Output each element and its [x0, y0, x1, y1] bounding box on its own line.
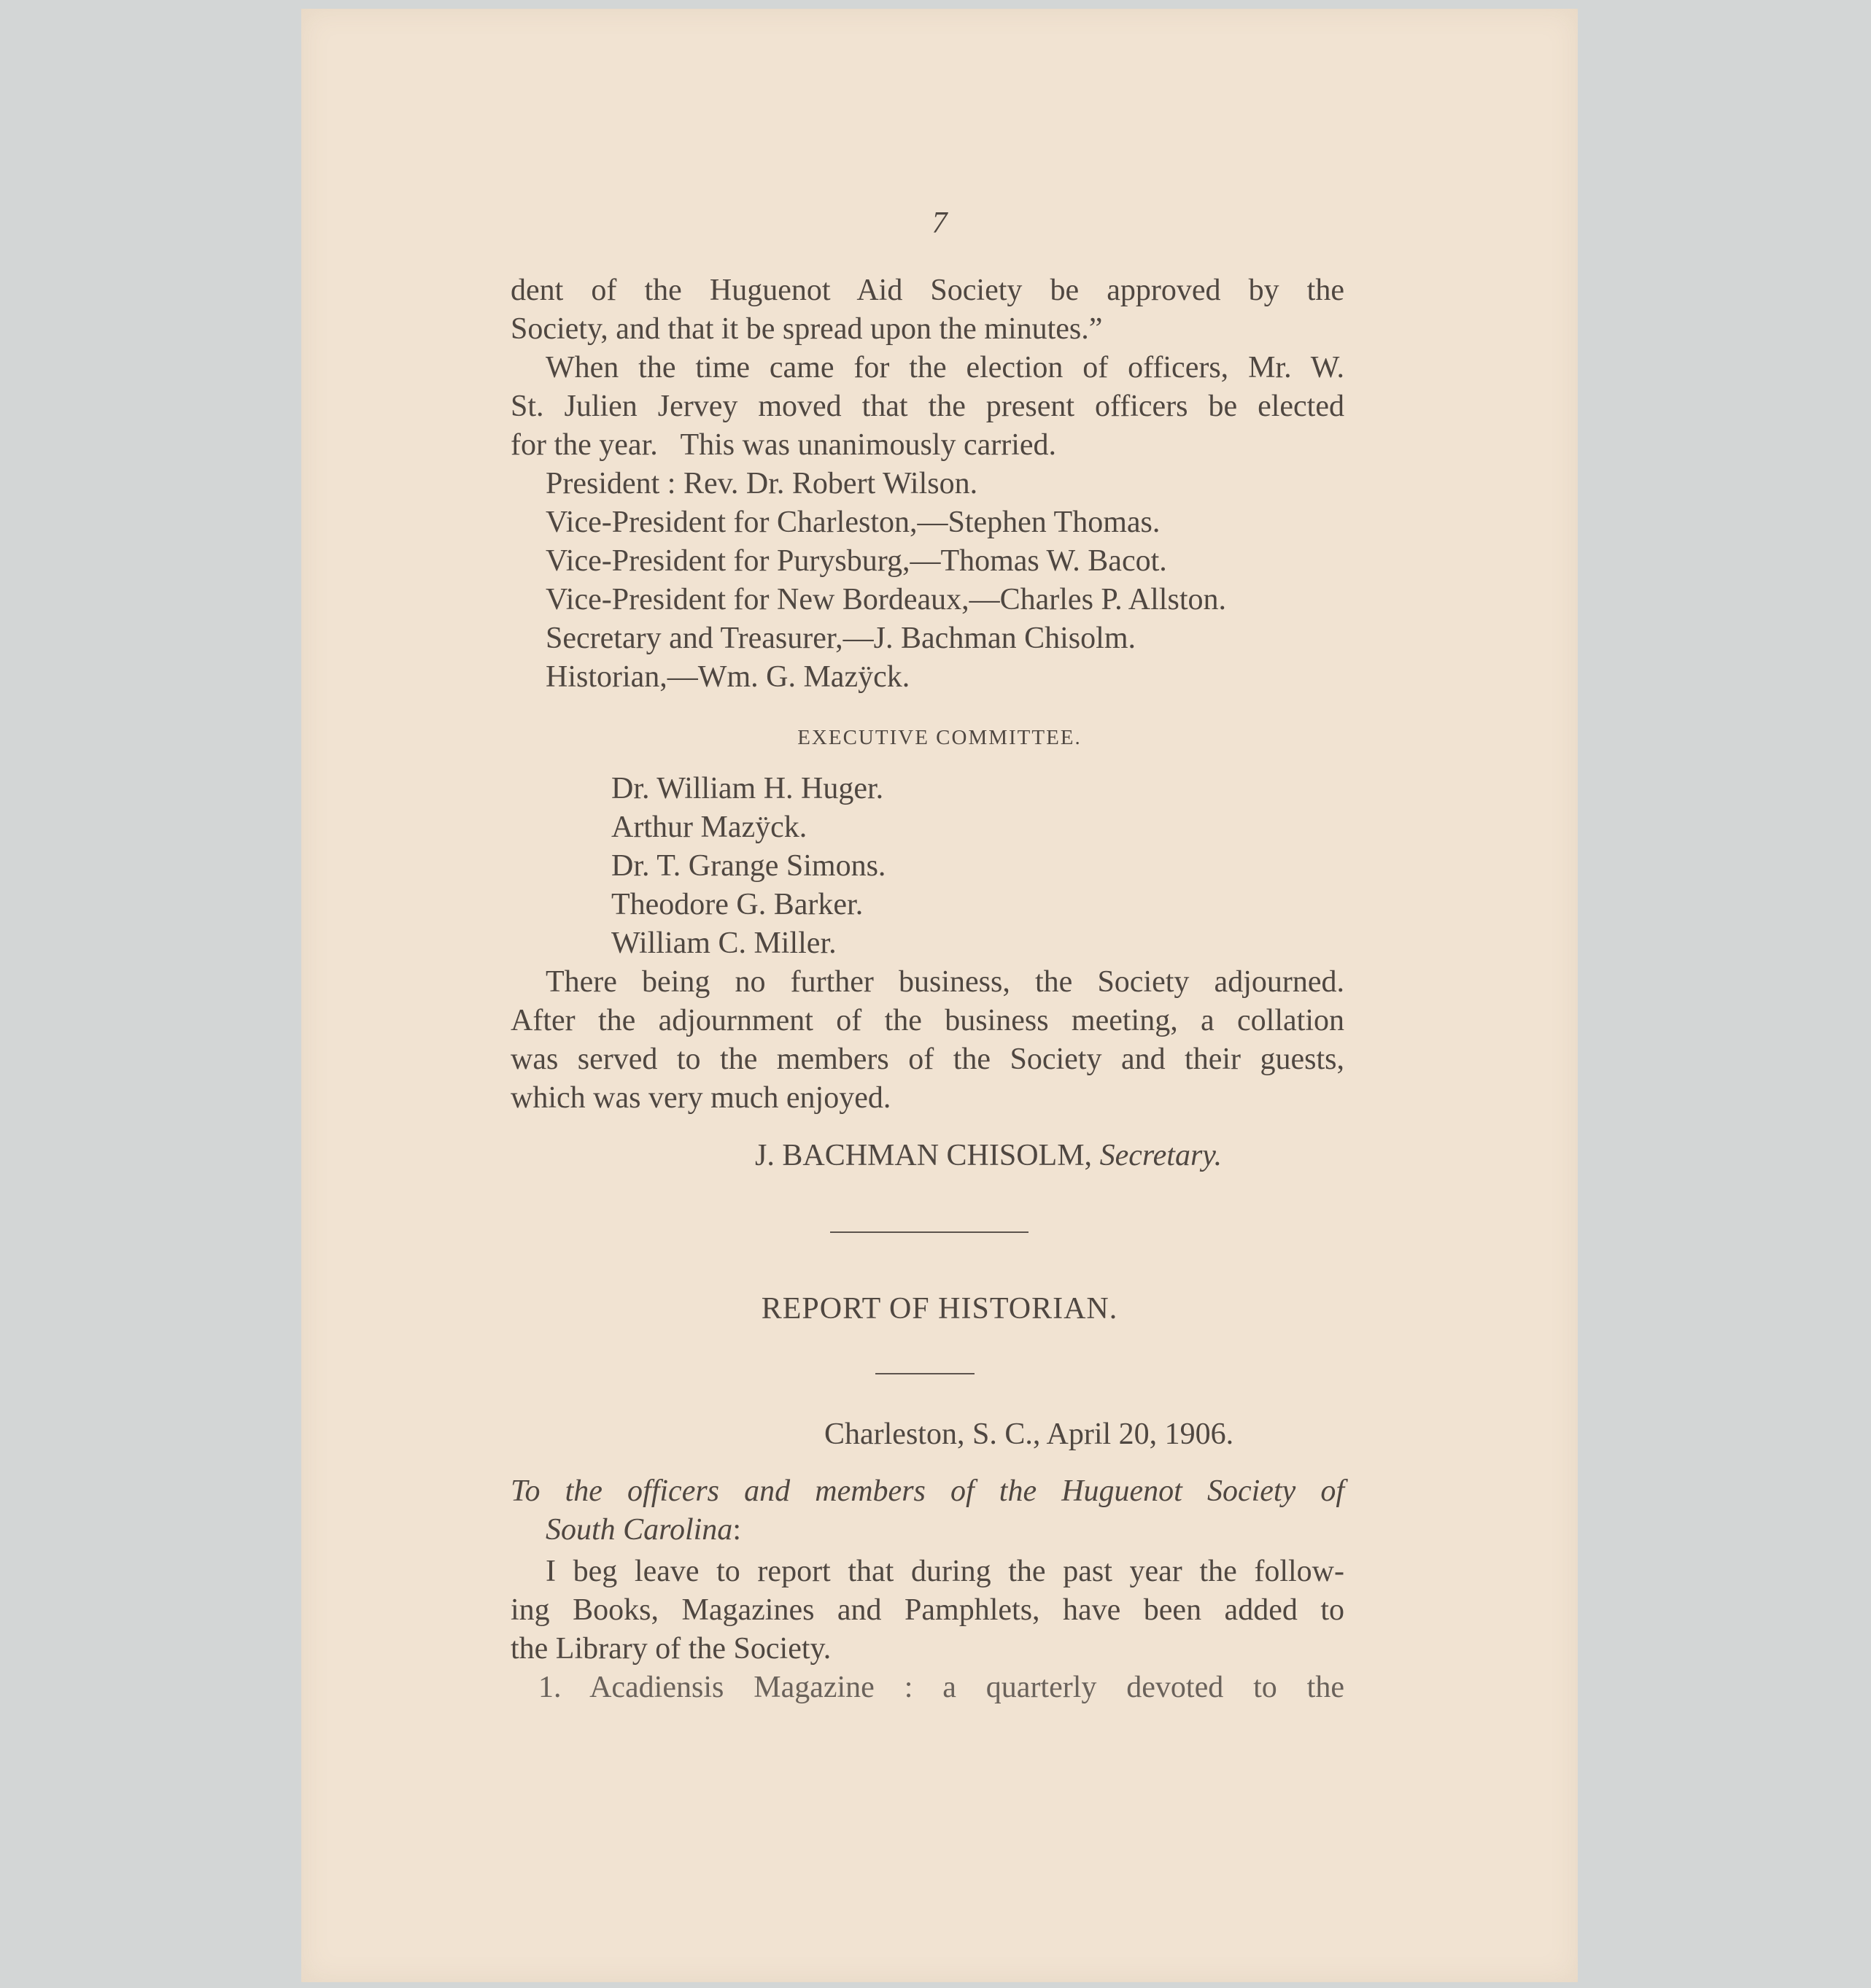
page-number: 7 — [931, 206, 948, 240]
report-heading: REPORT OF HISTORIAN. — [761, 1292, 1118, 1326]
committee-member: Dr. T. Grange Simons. — [611, 849, 886, 883]
officer-line: President : Rev. Dr. Robert Wilson. — [546, 467, 978, 500]
salutation-line — [546, 1511, 1379, 1549]
dateline: Charleston, S. C., April 20, 1906. — [824, 1417, 1234, 1451]
body-line: When the time came for the election of officers, Mr. W. — [546, 351, 1344, 384]
officer-line: Historian,—Wm. G. Mazÿck. — [546, 660, 910, 694]
salutation-colon: : — [732, 1513, 741, 1547]
committee-member: Theodore G. Barker. — [611, 888, 864, 921]
signature-title: Secretary. — [1099, 1139, 1223, 1172]
body-line: I beg leave to report that during the past year the follow- — [546, 1555, 1344, 1588]
officer-line: Vice-President for Purysburg,—Thomas W. Bacot. — [546, 544, 1167, 578]
body-line: dent of the Huguenot Aid Society be approved by the — [511, 274, 1344, 307]
body-line: After the adjournment of the business meeting, a collation — [511, 1004, 1344, 1037]
signature-name: J. BACHMAN CHISOLM, — [755, 1139, 1093, 1172]
officer-line: Vice-President for New Bordeaux,—Charles P. Allston. — [546, 583, 1226, 616]
signature — [755, 1137, 1589, 1175]
body-line: Society, and that it be spread upon the minutes.” — [511, 312, 1103, 346]
committee-member: Arthur Mazÿck. — [611, 811, 807, 844]
body-line: which was very much enjoyed. — [511, 1081, 891, 1115]
committee-member: William C. Miller. — [611, 927, 837, 960]
body-line: 1. Acadiensis Magazine : a quarterly devoted to the — [538, 1671, 1344, 1704]
salutation-line: To the officers and members of the Huguenot Society of — [511, 1474, 1344, 1508]
salutation-state: South Carolina — [546, 1513, 733, 1547]
body-line: for the year. This was unanimously carried. — [511, 428, 1057, 462]
body-line: There being no further business, the Society adjourned. — [546, 965, 1344, 999]
body-line: ing Books, Magazines and Pamphlets, have been added to — [511, 1593, 1344, 1627]
officer-line: Vice-President for Charleston,—Stephen Thomas. — [546, 506, 1161, 539]
committee-heading: EXECUTIVE COMMITTEE. — [797, 726, 1082, 749]
officer-line: Secretary and Treasurer,—J. Bachman Chisolm. — [546, 622, 1136, 655]
body-line: was served to the members of the Society and their guests, — [511, 1043, 1344, 1076]
heading-rule — [875, 1373, 975, 1374]
body-line: St. Julien Jervey moved that the present officers be elected — [511, 390, 1344, 423]
committee-member: Dr. William H. Huger. — [611, 772, 884, 805]
body-line: the Library of the Society. — [511, 1632, 832, 1666]
section-divider — [830, 1231, 1029, 1233]
